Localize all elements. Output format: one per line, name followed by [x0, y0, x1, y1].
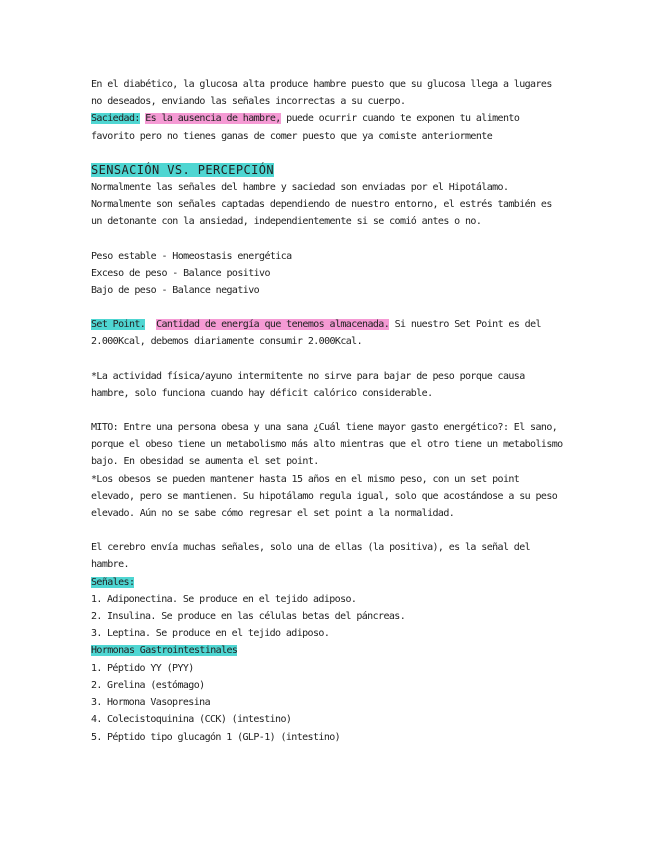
saciedad-highlight: Es la ausencia de hambre,: [145, 113, 281, 125]
setpoint-highlight: Cantidad de energía que tenemos almacenada.: [156, 319, 390, 331]
paragraph-mito: MITO: Entre una persona obesa y una sana ¿Cuál tiene mayor gasto energético?: El sano, porque el obeso tiene un metabolismo más alto mientras que el otro tiene un metabolismo bajo. En obesidad se aumenta el set point.: [91, 422, 569, 468]
paragraph-setpoint: [91, 316, 563, 350]
paragraph-saciedad: [91, 110, 563, 144]
setpoint-text: Si nuestro Set Point es del 2.000Kcal, debemos diariamente consumir 2.000Kcal.: [91, 319, 547, 348]
senales-list: [91, 591, 563, 643]
list-item: 1. Péptido YY (PYY): [91, 662, 194, 674]
saciedad-text: puede ocurrir cuando te exponen tu alimento favorito pero no tienes ganas de comer puesto que ya comiste anteriormente: [91, 113, 525, 142]
balance-line-1: Peso estable - Homeostasis energética: [91, 250, 292, 262]
list-item: 2. Grelina (estómago): [91, 679, 205, 691]
paragraph-cerebro: El cerebro envía muchas señales, solo una de ellas (la positiva), es la señal del hambre.: [91, 542, 536, 571]
paragraph-hipotalamo: Normalmente las señales del hambre y saciedad son enviadas por el Hipotálamo. Normalmente son señales captadas dependiendo de nuestro entorno, el estrés también es un detonante con la ansiedad, independientemente si se comió antes o no.: [91, 182, 558, 228]
list-item: 4. Colecistoquinina (CCK) (intestino): [91, 714, 292, 726]
hormonas-title: Hormonas Gastrointestinales: [91, 645, 238, 657]
list-item: 1. Adiponectina. Se produce en el tejido adiposo.: [91, 593, 357, 605]
list-item: 3. Leptina. Se produce en el tejido adiposo.: [91, 628, 330, 640]
paragraph-obesos: *Los obesos se pueden mantener hasta 15 años en el mismo peso, con un set point elevado, pero se mantienen. Su hipotálamo regula igual, solo que acostándose a su peso elevado. Aún no se sabe cómo regresar el set point a la normalidad.: [91, 473, 563, 520]
balance-line-2: Exceso de peso - Balance positivo: [91, 267, 270, 279]
saciedad-label: Saciedad:: [91, 113, 140, 125]
list-item: 2. Insulina. Se produce en las células betas del páncreas.: [91, 611, 406, 623]
paragraph-diabetico: En el diabético, la glucosa alta produce hambre puesto que su glucosa llega a lugares no deseados, enviando las señales incorrectas a su cuerpo.: [91, 79, 558, 108]
hormonas-list: [91, 660, 563, 746]
list-item: 5. Péptido tipo glucagón 1 (GLP-1) (intestino): [91, 731, 341, 743]
balance-line-3: Bajo de peso - Balance negativo: [91, 285, 260, 297]
setpoint-label: Set Point.: [91, 319, 146, 331]
list-item: 3. Hormona Vasopresina: [91, 697, 210, 709]
senales-title: Señales:: [91, 576, 135, 588]
section-heading: SENSACIÓN VS. PERCEPCIÓN: [91, 162, 274, 177]
paragraph-actividad: *La actividad física/ayuno intermitente no sirve para bajar de peso porque causa hambre, solo funciona cuando hay déficit calórico considerable.: [91, 370, 531, 399]
document-content: [91, 76, 569, 746]
